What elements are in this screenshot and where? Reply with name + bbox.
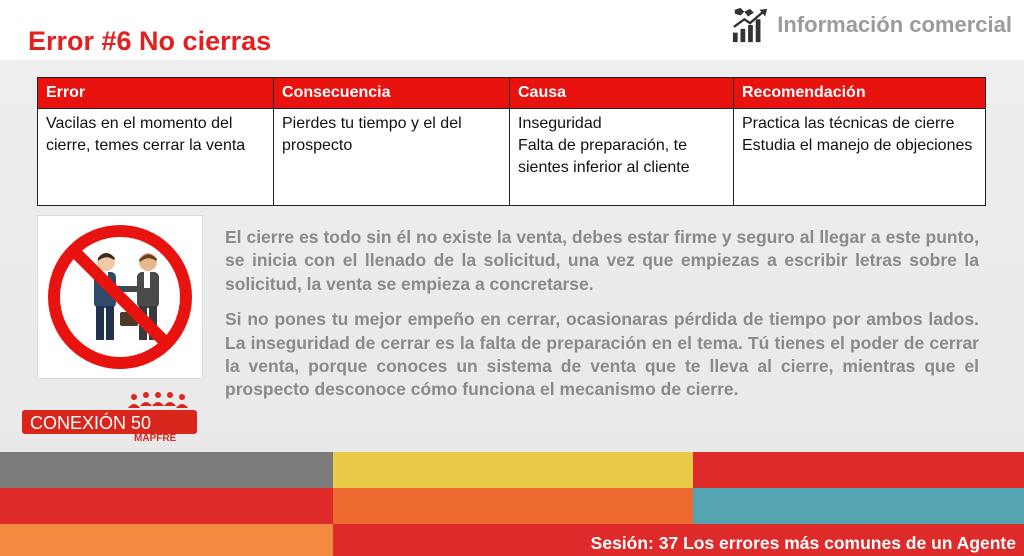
table-header-row <box>38 78 986 109</box>
header-error: Error <box>38 78 274 109</box>
brand-header <box>731 6 1012 44</box>
table-row <box>38 109 986 206</box>
brand-text: Información comercial <box>777 12 1012 37</box>
causa-line: Inseguridad <box>518 115 602 132</box>
stripe <box>0 524 333 556</box>
cell-causa <box>510 109 734 206</box>
stripe <box>693 452 1024 488</box>
no-handshake-icon <box>38 216 202 378</box>
stripe <box>693 488 1024 524</box>
handshake-chart-icon <box>731 6 769 44</box>
conexion-logo <box>22 392 197 442</box>
recomendacion-line: Practica las técnicas de cierre <box>742 115 955 132</box>
header-consecuencia: Consecuencia <box>274 78 510 109</box>
body-paragraph: Si no pones tu mejor empeño en cerrar, ocasionaras pérdida de tiempo por ambos lados. La inseguridad de cerrar es la falta de preparación en el tema. Tú tienes el poder de cerrar la venta, porque conoces un sistema de venta que te lleva al cierre, mientras que el prospecto desconoce cómo funciona el mecanismo de cierre. <box>225 309 979 400</box>
session-footer: Sesión: 37 Los errores más comunes de un Agente <box>590 533 1016 553</box>
stripe <box>333 488 693 524</box>
recomendacion-line: Estudia el manejo de objeciones <box>742 137 973 154</box>
causa-line: Falta de preparación, te sientes inferior al cliente <box>518 137 690 176</box>
cell-error: Vacilas en el momento del cierre, temes cerrar la venta <box>38 109 274 206</box>
stripe <box>0 452 333 488</box>
logo-sub: MAPFRE <box>134 433 177 442</box>
header-recomendacion: Recomendación <box>734 78 986 109</box>
errors-table <box>37 77 986 206</box>
stripe <box>333 452 693 488</box>
no-handshake-image <box>37 215 203 379</box>
logo-name: CONEXIÓN 50 <box>30 413 152 433</box>
cell-recomendacion <box>734 109 986 206</box>
body-paragraph: El cierre es todo sin él no existe la venta, debes estar firme y seguro al llegar a este punto, se inicia con el llenado de la solicitud, una vez que empiezas a escribir letras sobre la solicitud, la venta se empieza a concretarse. <box>225 227 979 294</box>
header-causa: Causa <box>510 78 734 109</box>
stripe <box>0 488 333 524</box>
cell-consecuencia: Pierdes tu tiempo y el del prospecto <box>274 109 510 206</box>
decorative-stripes <box>0 452 1024 556</box>
body-text <box>225 226 979 414</box>
page-title: Error #6 No cierras <box>28 26 272 56</box>
